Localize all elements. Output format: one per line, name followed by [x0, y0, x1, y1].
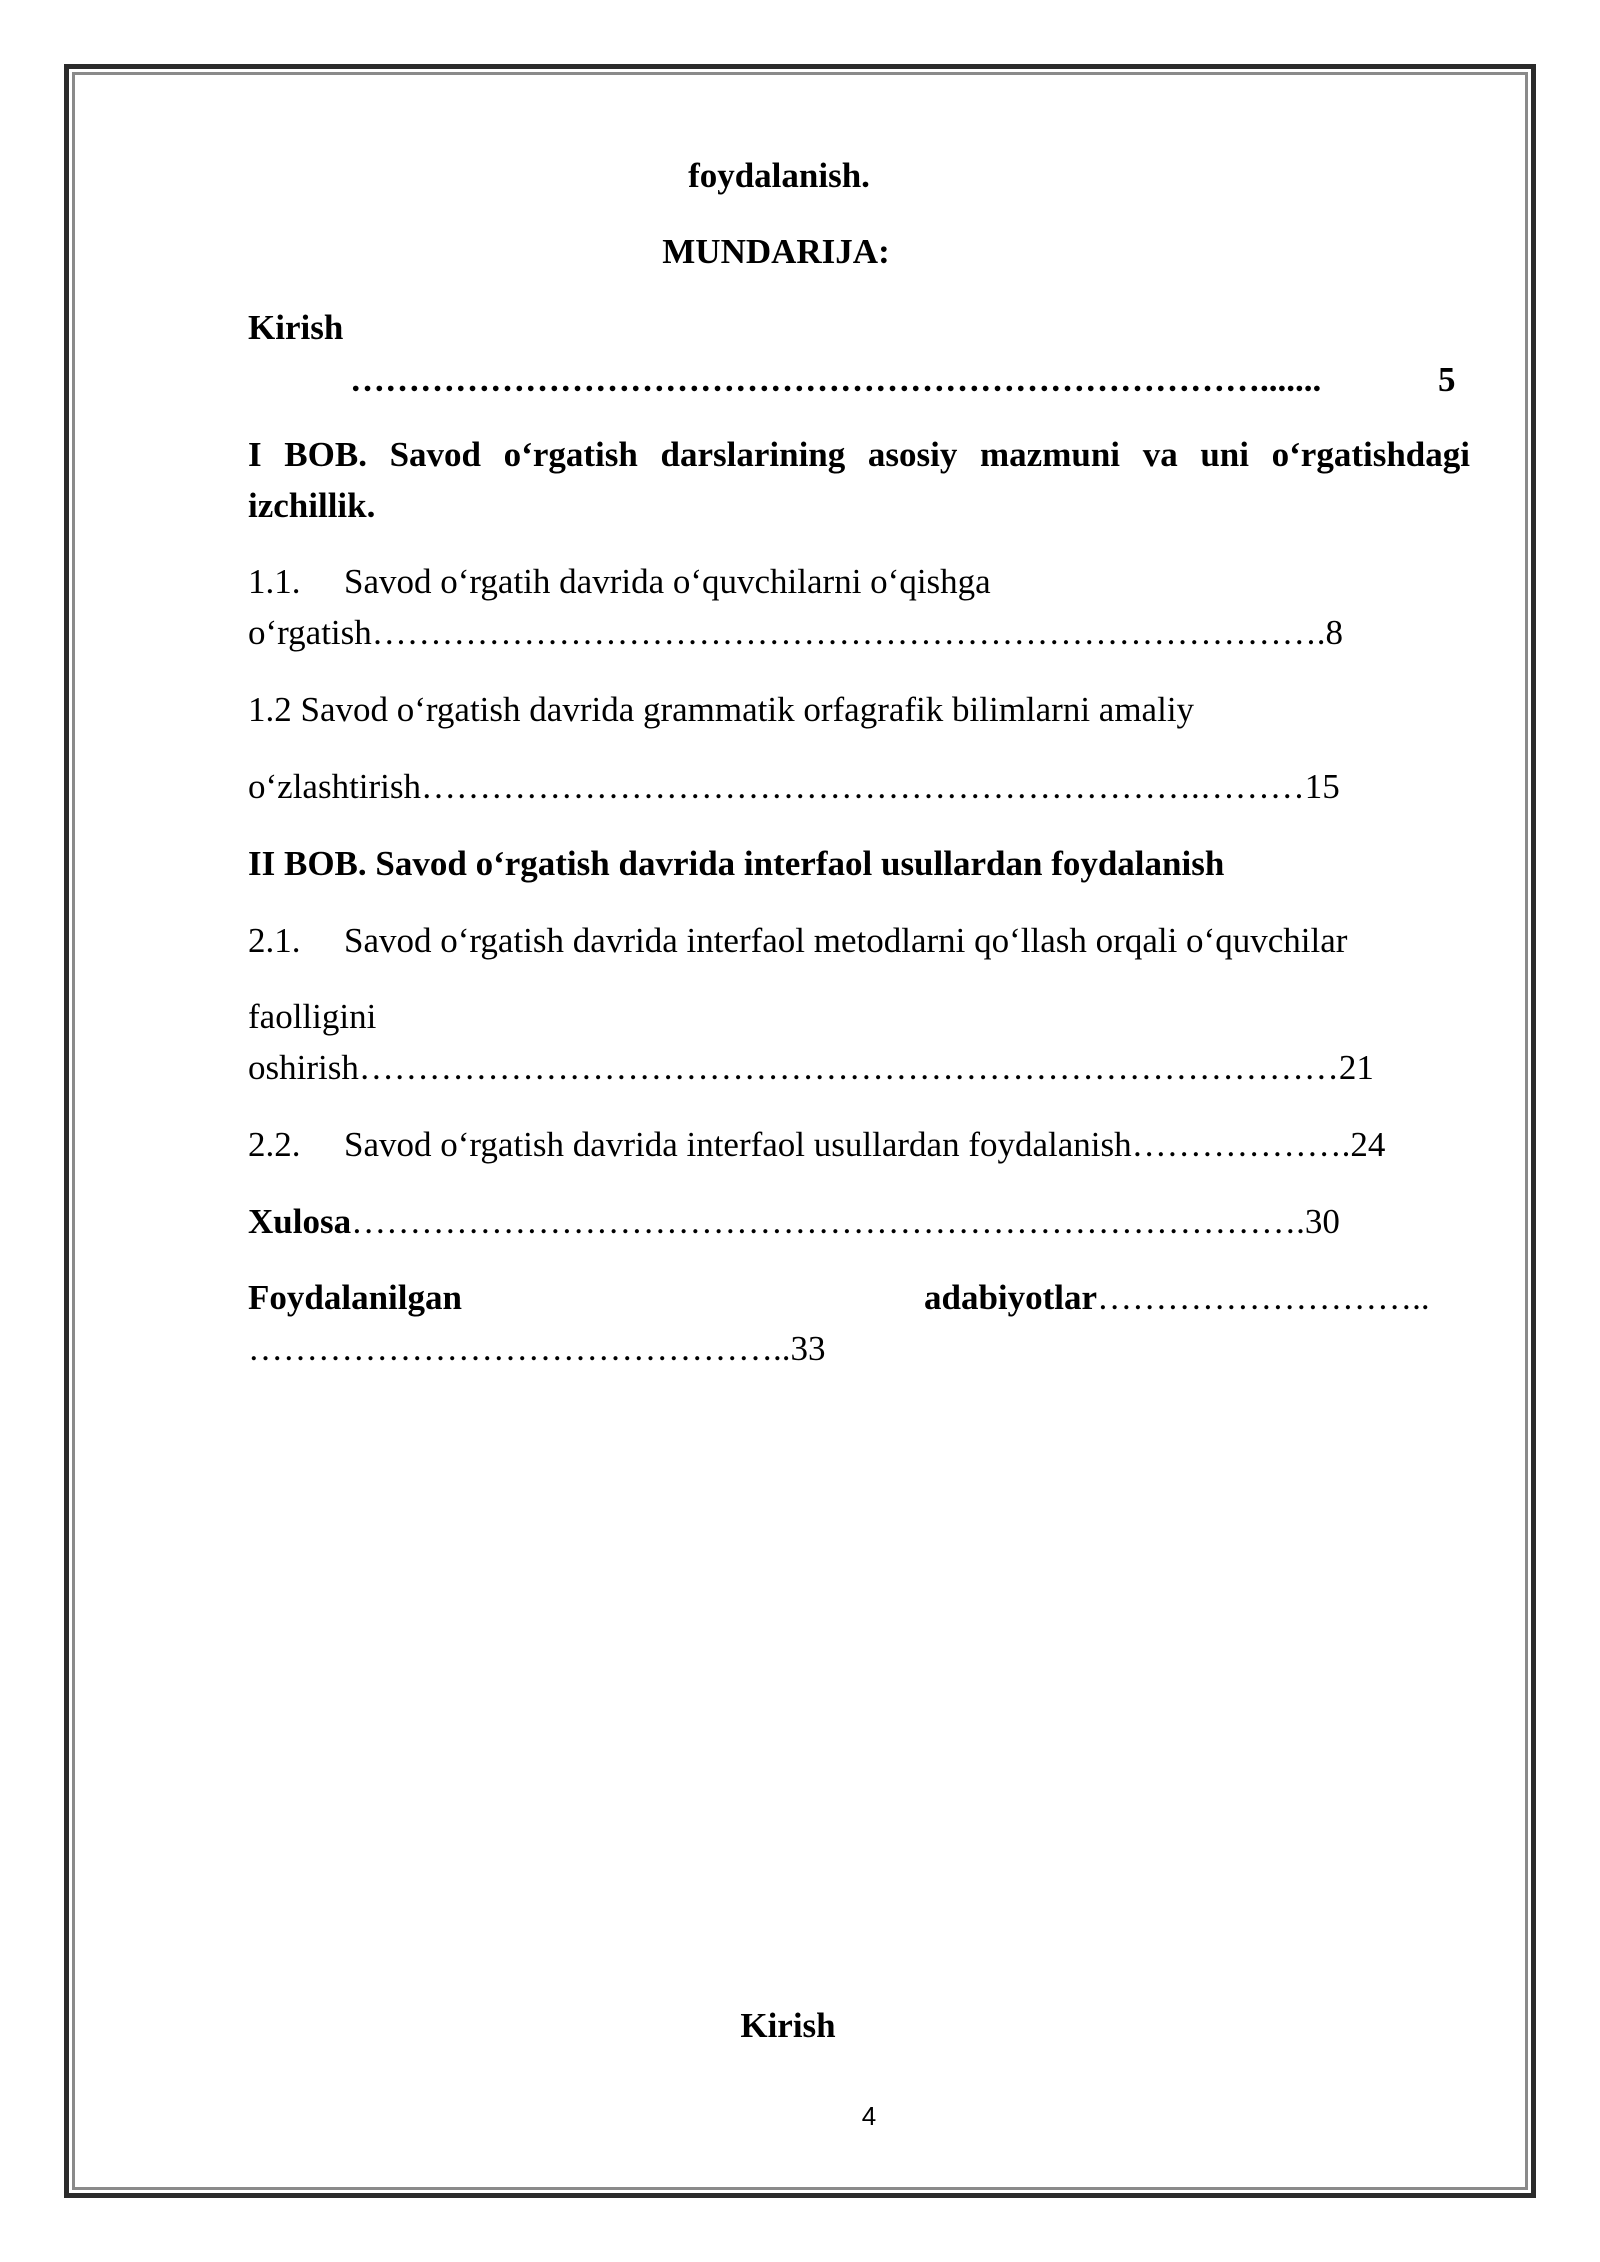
- toc-section-1-2-line2: o‘zlashtirish………………………………………………………….………15: [248, 767, 1340, 806]
- page-number: 4: [861, 2101, 877, 2131]
- toc-section-2-1-number: 2.1.: [248, 921, 301, 960]
- toc-conclusion-line: [248, 1202, 1340, 1242]
- toc-title: MUNDARIJA:: [662, 232, 890, 271]
- toc-section-2-1-line3: oshirish…………………………………………………………………………21: [248, 1048, 1374, 1087]
- toc-intro-label: Kirish: [248, 308, 344, 347]
- toc-conclusion-rest: ……………………………………………………………………….30: [351, 1202, 1340, 1241]
- toc-references-word2: adabiyotlar: [924, 1278, 1098, 1317]
- toc-references-word1: Foydalanilgan: [248, 1278, 462, 1317]
- toc-conclusion-label: Xulosa: [248, 1202, 352, 1241]
- toc-section-1-1-number: 1.1.: [248, 562, 301, 601]
- bottom-heading: Kirish: [740, 2006, 836, 2045]
- toc-chapter-1-line1: I BOB. Savod o‘rgatish darslarining asosiy mazmuni va uni o‘rgatishdagi: [248, 435, 1470, 474]
- top-heading: foydalanish.: [688, 156, 870, 195]
- toc-references-dots: ………………………..: [1097, 1278, 1430, 1317]
- toc-section-1-2-line1: 1.2 Savod o‘rgatish davrida grammatik orfagrafik bilimlarni amaliy: [248, 690, 1195, 729]
- toc-chapter-1-line2: izchillik.: [248, 486, 376, 525]
- toc-chapter-2-title: II BOB. Savod o‘rgatish davrida interfaol usullardan foydalanish: [248, 844, 1225, 883]
- toc-section-2-2-number: 2.2.: [248, 1125, 301, 1164]
- toc-section-1-1-line1: Savod o‘rgatih davrida o‘quvchilarni o‘qishga: [344, 562, 991, 601]
- toc-section-2-1-line2: faolligini: [248, 997, 377, 1036]
- toc-intro-page: 5: [1438, 360, 1456, 399]
- toc-section-1-1-line2: o‘rgatish……………………………………………………………………….8: [248, 613, 1344, 652]
- toc-section-2-2-text: Savod o‘rgatish davrida interfaol usullardan foydalanish……………….24: [344, 1125, 1386, 1164]
- toc-references-line2: ………………………………………..33: [248, 1329, 826, 1368]
- toc-intro-dots: …………………………………………………………………….......: [350, 360, 1322, 399]
- toc-references-line1-right: [924, 1278, 1430, 1318]
- toc-section-2-1-line1: Savod o‘rgatish davrida interfaol metodlarni qo‘llash orqali o‘quvchilar: [344, 921, 1348, 960]
